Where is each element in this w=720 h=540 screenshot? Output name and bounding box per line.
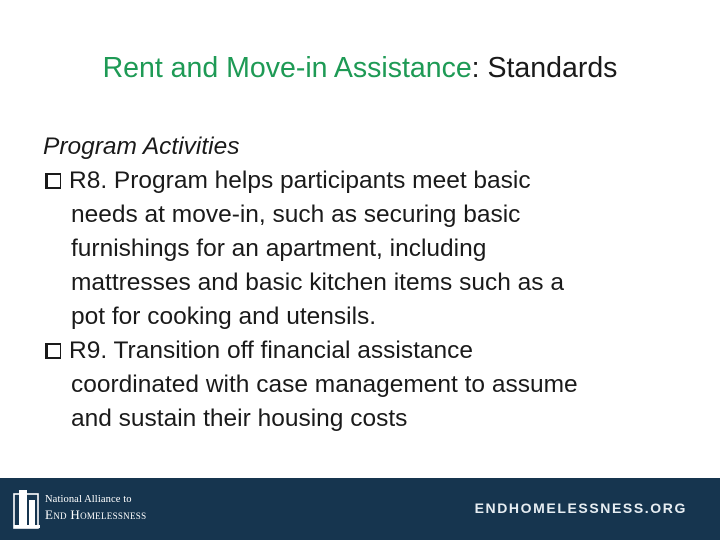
- logo-line2: End Homelessness: [45, 507, 147, 522]
- bullet-r9: [43, 334, 693, 436]
- footer-bar: [0, 478, 720, 540]
- bullet-r8: [43, 164, 693, 334]
- bullet-line: R8. Program helps participants meet basic: [69, 167, 531, 194]
- bullet-r9-text: [71, 334, 693, 436]
- bullet-line: pot for cooking and utensils.: [71, 303, 377, 330]
- logo-line1: National Alliance to: [45, 494, 132, 505]
- bullet-line: R9. Transition off financial assistance: [69, 337, 474, 364]
- alliance-logo-mark: [13, 488, 43, 530]
- bullet-line: and sustain their housing costs: [71, 405, 408, 432]
- slide-title: [0, 50, 720, 86]
- subheading: Program Activities: [43, 133, 240, 160]
- bullet-line: coordinated with case management to assume: [71, 371, 578, 398]
- bullet-line: furnishings for an apartment, including: [71, 235, 487, 262]
- bullet-r8-text: [71, 164, 693, 334]
- slide-content: [43, 130, 693, 436]
- logo-text: [45, 493, 146, 523]
- organization-logo: [13, 487, 173, 533]
- checkbox-square-icon: [44, 342, 62, 360]
- title-accent: Rent and Move-in Assistance: [102, 52, 472, 84]
- bullet-line: needs at move-in, such as securing basic: [71, 201, 521, 228]
- checkbox-square-icon: [44, 172, 62, 190]
- title-rest: : Standards: [471, 52, 618, 84]
- website-url: ENDHOMELESSNESS.ORG: [474, 500, 687, 516]
- bullet-line: mattresses and basic kitchen items such as a: [71, 269, 564, 296]
